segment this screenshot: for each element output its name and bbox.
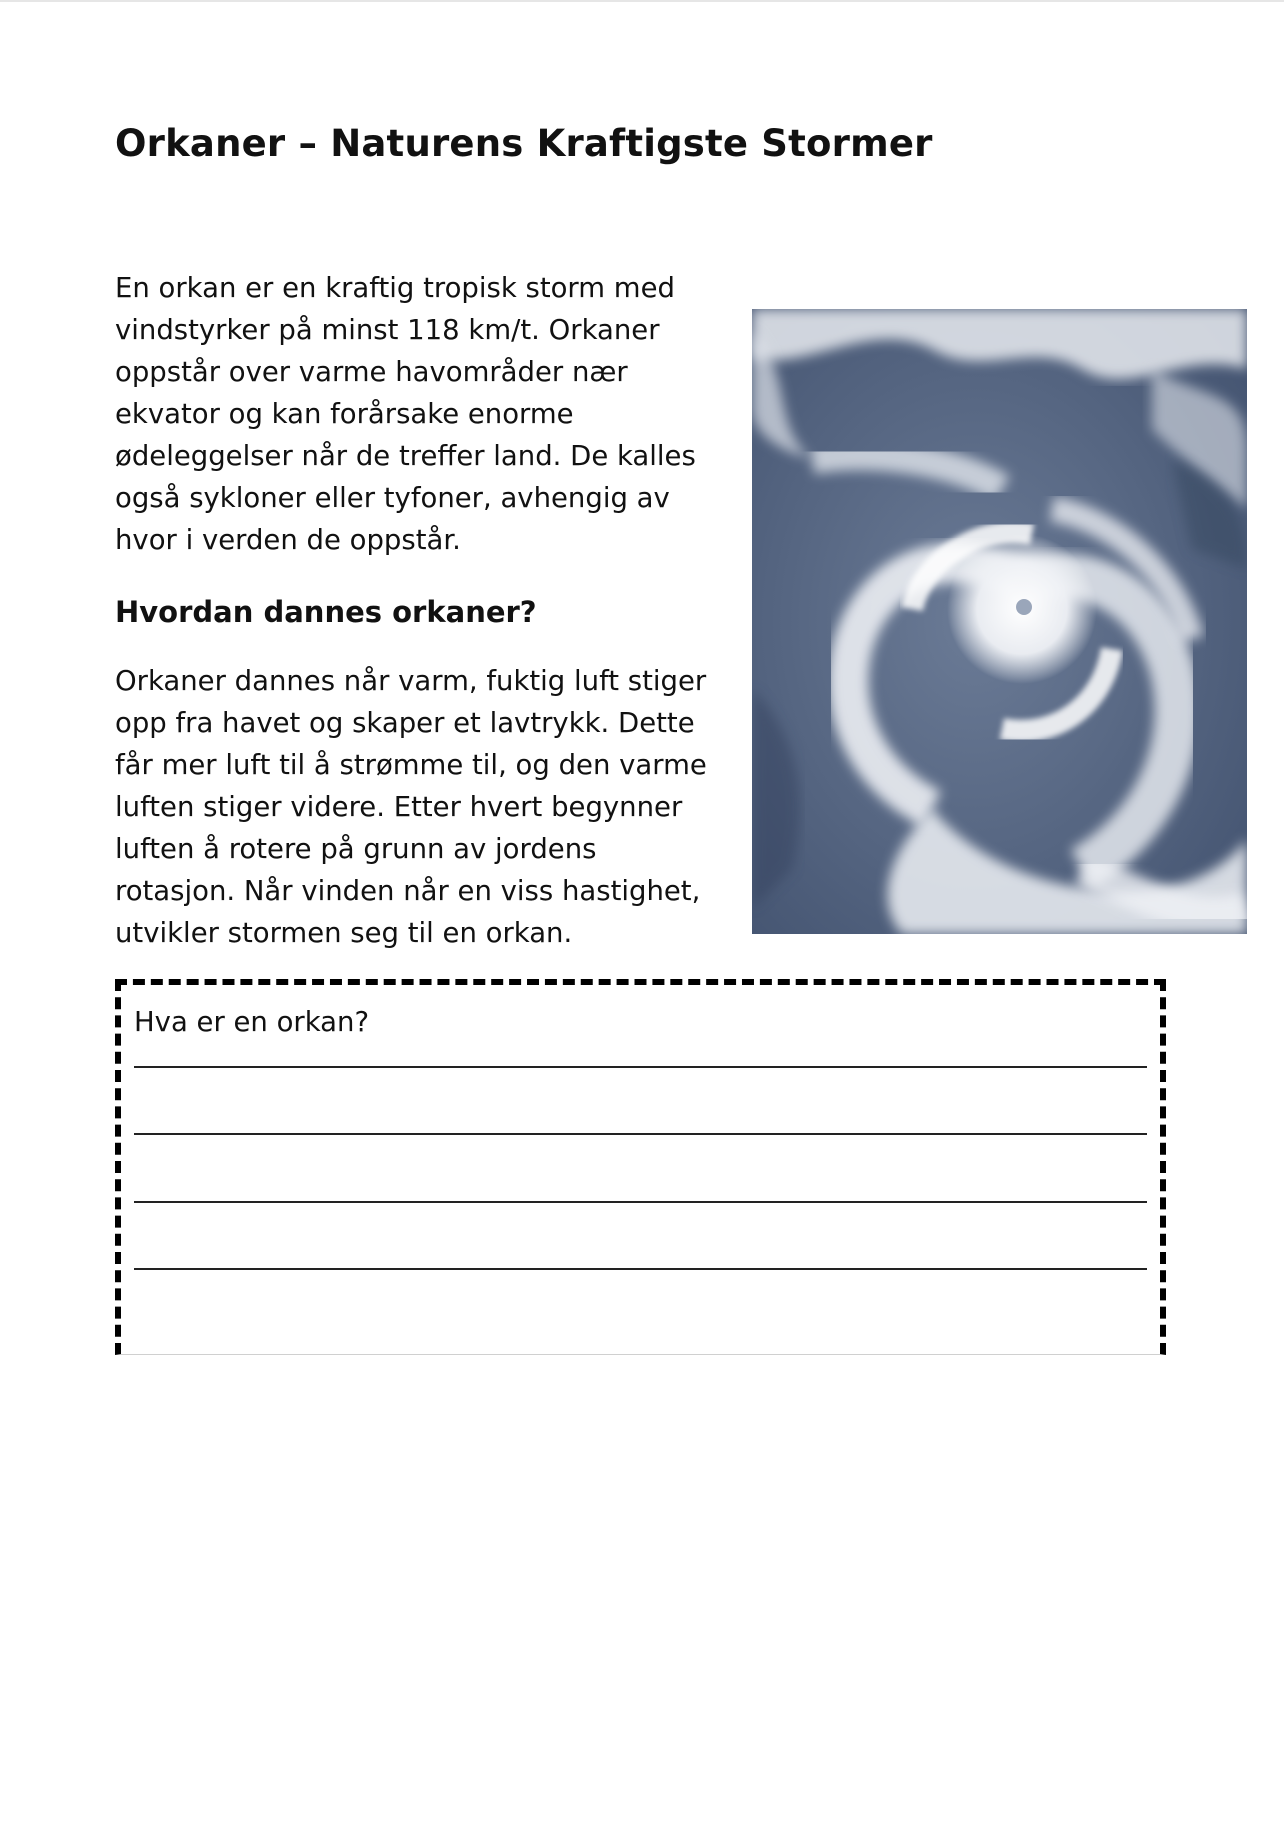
hurricane-illustration (752, 309, 1247, 934)
page-top-rule (0, 0, 1284, 2)
section-heading: Hvordan dannes orkaner? (115, 595, 537, 629)
answer-box (115, 979, 1166, 1355)
answer-line-1[interactable] (134, 1066, 1147, 1068)
page-title: Orkaner – Naturens Kraftigste Stormer (115, 122, 933, 165)
hurricane-satellite-image (752, 309, 1247, 934)
answer-line-4[interactable] (134, 1268, 1147, 1270)
worksheet-question: Hva er en orkan? (134, 1006, 370, 1038)
answer-line-3[interactable] (134, 1201, 1147, 1203)
answer-line-2[interactable] (134, 1133, 1147, 1135)
intro-paragraph: En orkan er en kraftig tropisk storm med vindstyrker på minst 118 km/t. Orkaner oppstår over varme havområder nær ekvator og kan forårsake enorme ødeleggelser når de treffer land. De kalles også sykloner eller tyfoner, avhengig av hvor i verden de oppstår. (115, 272, 696, 556)
section-body: Orkaner dannes når varm, fuktig luft stiger opp fra havet og skaper et lavtrykk. Dette får mer luft til å strømme til, og den varme luften stiger videre. Etter hvert begynner luften å rotere på grunn av jordens rotasjon. Når vinden når en viss hastighet, utvikler stormen seg til en orkan. (115, 665, 707, 949)
